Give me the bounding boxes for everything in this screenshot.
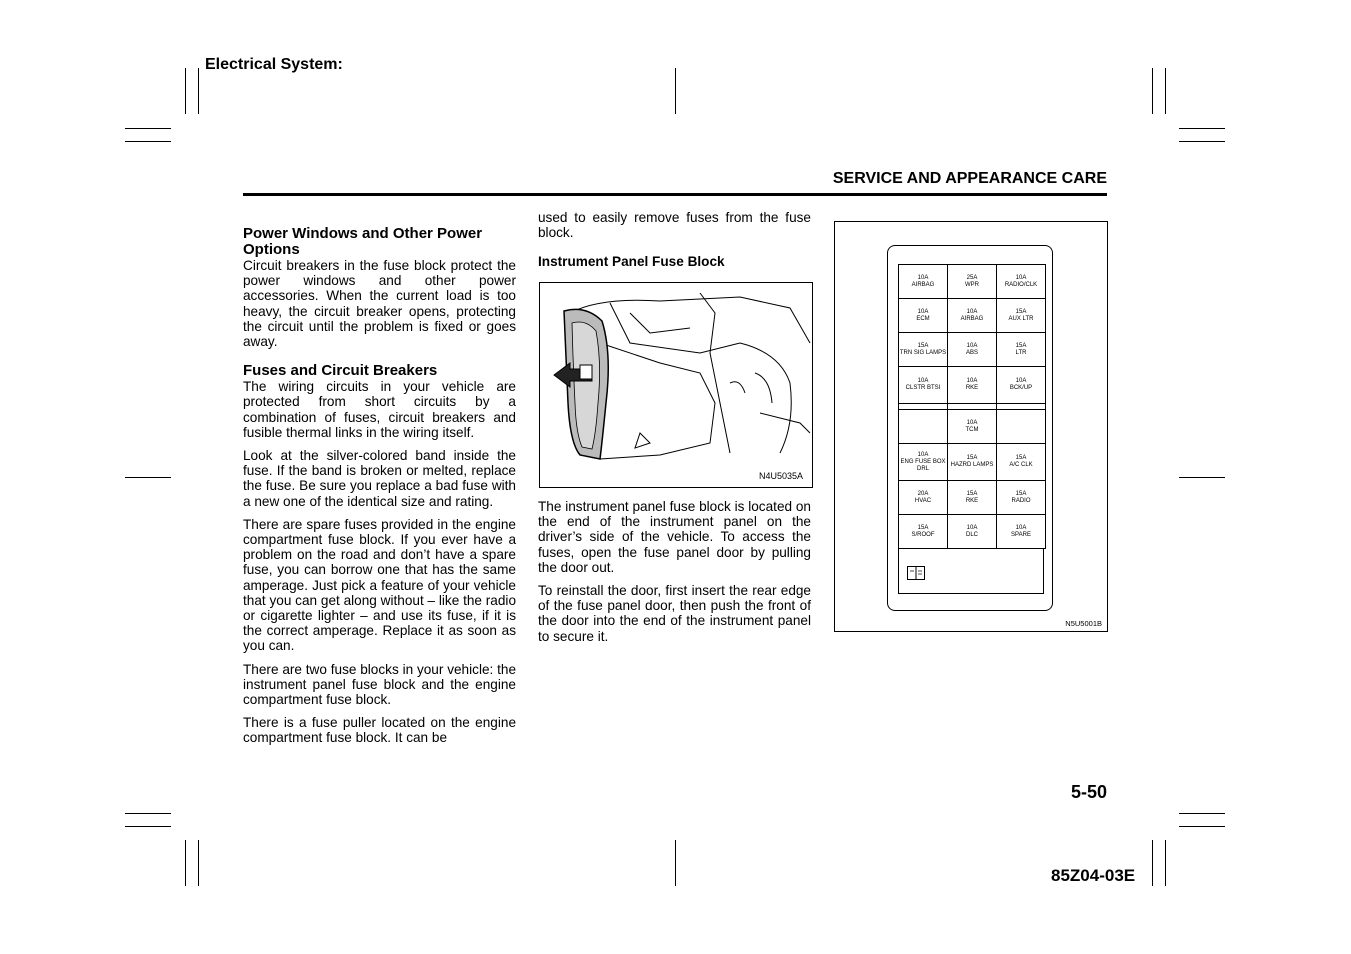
instrument-panel-illustration: [540, 283, 812, 487]
fuse-amperage: 10A: [966, 524, 978, 531]
crop-mark: [125, 141, 171, 142]
fuse-amperage: 15A: [1015, 490, 1027, 497]
fuse-cell: [948, 367, 997, 404]
fuse-row: [899, 333, 1046, 367]
fuse-amperage: 10A: [966, 419, 978, 426]
fuse-row: [899, 299, 1046, 333]
fuse-label: ECM: [916, 315, 930, 322]
paragraph: To reinstall the door, first insert the rear edge of the fuse panel door, then push the front of the door into the end of the instrument panel to secure it.: [538, 583, 811, 644]
crop-mark: [198, 840, 199, 886]
fuse-amperage: 15A: [1015, 308, 1027, 315]
fuse-label: HAZRD LAMPS: [950, 462, 994, 468]
crop-mark: [125, 826, 171, 827]
figure-code: N4U5035A: [758, 471, 803, 481]
document-code: 85Z04-03E: [1051, 866, 1136, 885]
fuse-grid: [898, 264, 1046, 594]
paragraph: There are two fuse blocks in your vehicle: the instrument panel fuse block and the engine compartment fuse block.: [243, 661, 516, 708]
fuse-table: [898, 264, 1046, 549]
fuse-cell: [948, 444, 997, 481]
fuse-cell: [899, 265, 948, 299]
fuse-amperage: 10A: [917, 308, 929, 315]
fuse-amperage: 25A: [966, 274, 978, 281]
crop-mark: [185, 840, 186, 886]
fuse-amperage: 10A: [917, 451, 929, 458]
fuse-cell: [948, 515, 997, 549]
fuse-amperage: 15A: [1015, 342, 1027, 349]
fuse-amperage: 15A: [917, 524, 929, 531]
fuse-label: ABS: [965, 349, 978, 356]
fuse-row: [899, 367, 1046, 404]
fuse-label: AUX LTR: [1008, 315, 1034, 322]
fuse-amperage: 10A: [1015, 378, 1027, 384]
fuse-amperage: 15A: [1015, 455, 1027, 461]
fuse-label: AIRBAG: [960, 315, 984, 322]
fuse-label: A/C CLK: [1009, 462, 1033, 468]
fuse-cell: [997, 265, 1046, 299]
fuse-row: [899, 481, 1046, 515]
paragraph: The instrument panel fuse block is located on the end of the instrument panel on the driver’s side of the vehicle. To access the fuses, open the fuse panel door by pulling the door out.: [538, 499, 811, 575]
fuse-cell: [997, 410, 1046, 444]
fuse-amperage: 10A: [917, 274, 929, 281]
paragraph: There are spare fuses provided in the engine compartment fuse block. If you ever have a problem on the road and don’t have a spare fuse, you can borrow one that has the same amperage. Just pick a feature of your vehicle that you can get along without – like the radio or cigarette lighter – and use its fuse, if it is the correct amperage. Replace it as soon as you can.: [243, 516, 516, 654]
fuse-label: RADIO: [1011, 497, 1031, 504]
fuse-cell: [948, 333, 997, 367]
text-column-middle-lower: [538, 499, 811, 652]
fuse-cell: [997, 515, 1046, 549]
crop-mark: [125, 813, 171, 814]
crop-mark: [125, 477, 171, 478]
fuse-amperage: 10A: [966, 378, 978, 384]
figure-code: N5U5001B: [1065, 619, 1102, 628]
fuse-cell: [948, 481, 997, 515]
crop-mark: [1165, 68, 1166, 114]
fuse-label: SPARE: [1011, 531, 1031, 538]
fuse-block-outline: [887, 245, 1053, 611]
fuse-cell: [948, 410, 997, 444]
heading-instrument-panel-fuse-block: Instrument Panel Fuse Block: [538, 254, 725, 270]
crop-mark: [675, 68, 676, 114]
fuse-label: DLC: [965, 531, 978, 538]
fuse-cell: [899, 410, 948, 444]
fuse-cell: [997, 299, 1046, 333]
fuse-label: TRN SIG LAMPS: [899, 349, 947, 356]
page-number: 5-50: [1071, 782, 1108, 802]
fuse-block-bottom: [898, 549, 1044, 594]
fuse-label: BCK/UP: [1009, 385, 1033, 391]
chapter-title: SERVICE AND APPEARANCE CARE: [832, 170, 1107, 187]
crop-mark: [1179, 128, 1225, 129]
fuse-cell: [899, 333, 948, 367]
crop-mark: [198, 68, 199, 114]
fuse-label: S/ROOF: [911, 531, 935, 538]
fuse-label: HVAC: [914, 497, 932, 504]
heading-fuses-breakers: Fuses and Circuit Breakers: [243, 362, 438, 380]
paragraph: used to easily remove fuses from the fuse block.: [538, 210, 811, 241]
fuse-amperage: 20A: [917, 490, 929, 497]
fuse-cell: [899, 515, 948, 549]
fuse-cell: [899, 299, 948, 333]
fuse-cell: [997, 333, 1046, 367]
fuse-label: RKE: [965, 385, 979, 391]
fuse-amperage: 10A: [966, 342, 978, 349]
fuse-row: [899, 410, 1046, 444]
fuse-label: AIRBAG: [911, 281, 935, 288]
fuse-label: LTR: [1015, 349, 1027, 356]
fuse-cell: [997, 444, 1046, 481]
paragraph: There is a fuse puller located on the engine compartment fuse block. It can be: [243, 715, 516, 746]
crop-mark: [1152, 68, 1153, 114]
fuse-label: WPR: [965, 281, 979, 288]
fuse-cell: [948, 265, 997, 299]
text-column-left: [243, 226, 516, 754]
fuse-amperage: 15A: [966, 490, 978, 497]
fuse-label: RADIO/CLK: [1004, 281, 1038, 288]
crop-mark: [1179, 813, 1225, 814]
book-icon: [907, 566, 925, 580]
fuse-row: [899, 515, 1046, 549]
crop-mark: [675, 840, 676, 886]
header-rule: [243, 193, 1107, 196]
crop-mark: [1179, 477, 1225, 478]
crop-mark: [185, 68, 186, 114]
fuse-label: RKE: [965, 497, 979, 504]
section-label: Electrical System:: [205, 56, 343, 73]
instrument-panel-figure: [539, 282, 813, 488]
fuse-label: CLSTR BTSI: [905, 385, 941, 391]
fuse-amperage: 10A: [1015, 524, 1027, 531]
fuse-amperage: 15A: [966, 455, 978, 461]
fuse-amperage: 15A: [917, 342, 929, 349]
paragraph: Circuit breakers in the fuse block protect the power windows and other power accessories. When the current load is too heavy, the circuit breaker opens, protecting the circuit until the problem is fixed or goes away.: [243, 258, 516, 350]
crop-mark: [1152, 840, 1153, 886]
fuse-cell: [997, 367, 1046, 404]
fuse-amperage: 10A: [1015, 274, 1027, 281]
fuse-cell: [997, 481, 1046, 515]
crop-mark: [1179, 826, 1225, 827]
fuse-row: [899, 265, 1046, 299]
fuse-cell: [899, 444, 948, 481]
fuse-cell: [899, 481, 948, 515]
fuse-block-figure: [834, 221, 1108, 632]
heading-power-windows: Power Windows and Other Power Options: [243, 225, 483, 258]
text-column-middle: [538, 210, 811, 270]
crop-mark: [1179, 141, 1225, 142]
fuse-amperage: 10A: [917, 378, 929, 384]
paragraph: The wiring circuits in your vehicle are protected from short circuits by a combination of fuses, circuit breakers and fusible thermal links in the wiring itself.: [243, 379, 516, 440]
crop-mark: [125, 128, 171, 129]
paragraph: Look at the silver-colored band inside the fuse. If the band is broken or melted, replace the fuse. Be sure you replace a bad fuse with a new one of the identical size and rating.: [243, 448, 516, 509]
fuse-label: ENG FUSE BOX DRL: [900, 458, 946, 472]
fuse-cell: [899, 367, 948, 404]
fuse-amperage: 10A: [966, 308, 978, 315]
fuse-label: TCM: [965, 426, 979, 433]
fuse-cell: [948, 299, 997, 333]
fuse-row: [899, 444, 1046, 481]
crop-mark: [1165, 840, 1166, 886]
